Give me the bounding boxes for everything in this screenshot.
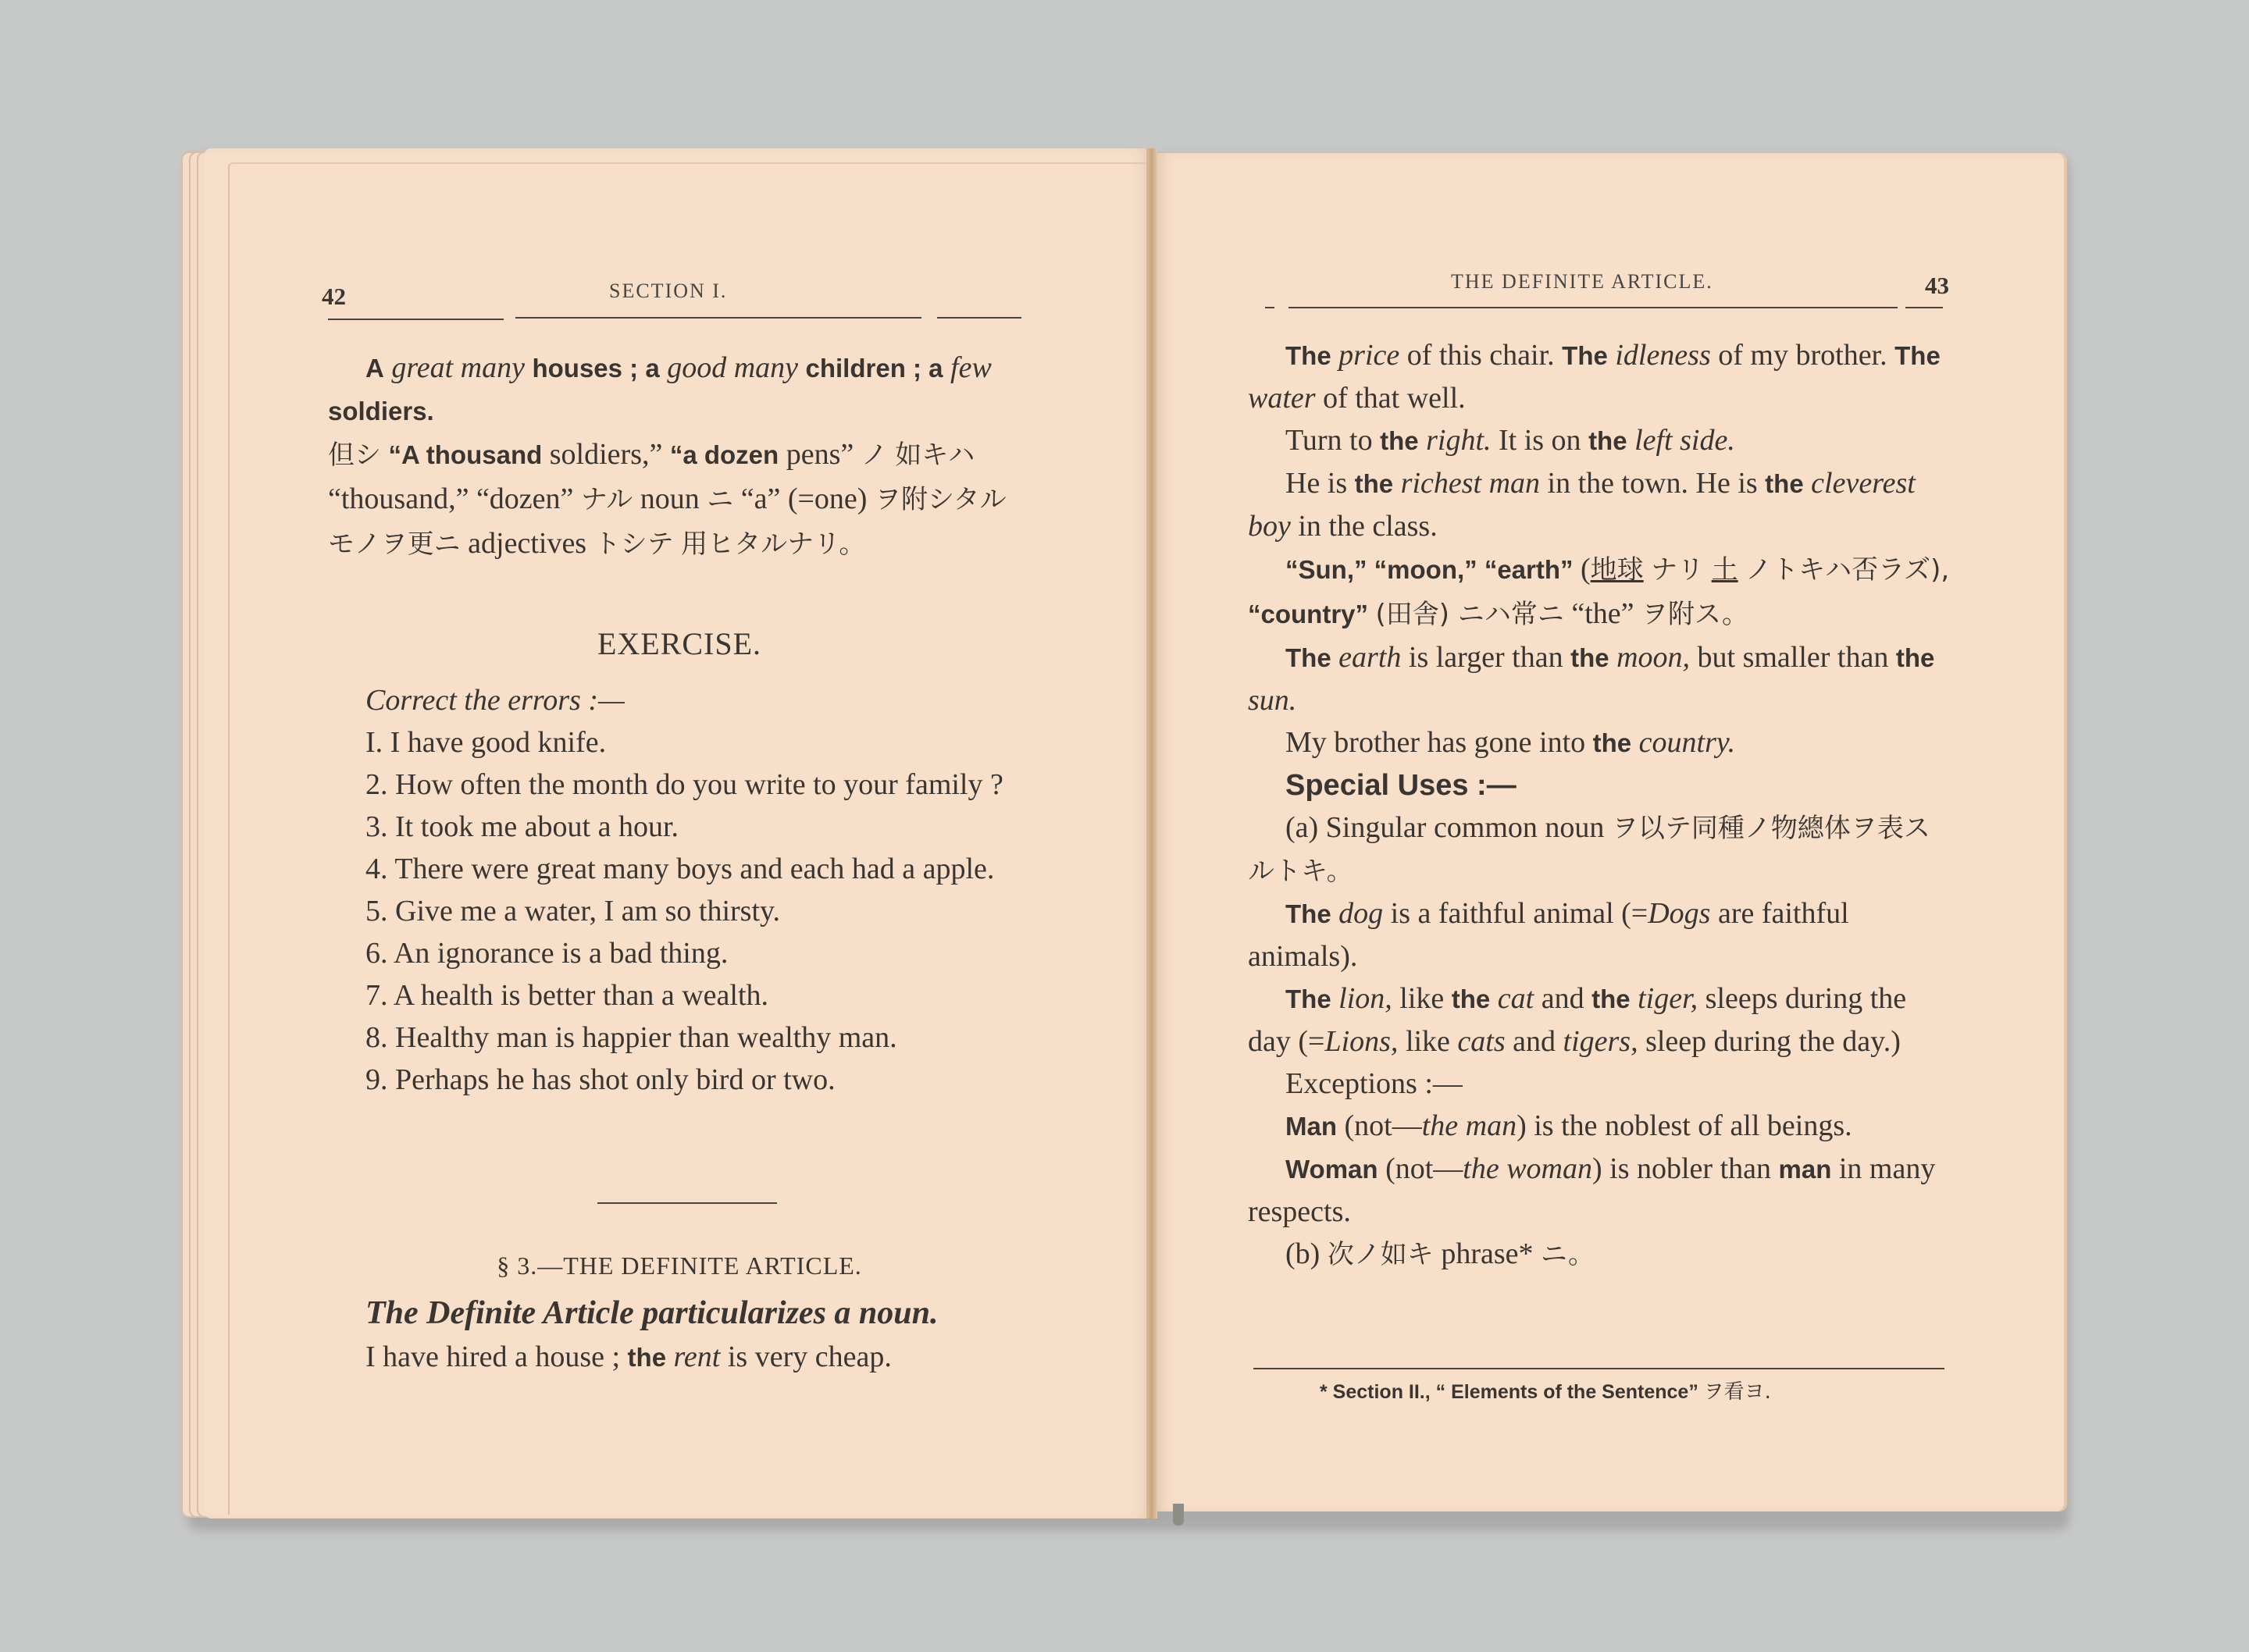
text-span: rent — [673, 1340, 721, 1373]
paragraph — [1248, 462, 1951, 547]
paragraph — [1248, 1233, 1951, 1276]
text-span: 但シ — [328, 440, 381, 471]
text-span: ヲ附シタルモノヲ更ニ — [328, 484, 1007, 560]
text-span: The — [1285, 643, 1331, 672]
header-rule — [937, 317, 1021, 319]
paragraph — [1248, 547, 1951, 636]
book-gutter — [1146, 148, 1157, 1518]
text-span: country. — [1638, 726, 1736, 759]
exercise-item: 9. Perhaps he has shot only bird or two. — [365, 1063, 836, 1096]
text-span: ) is the noblest of all beings. — [1517, 1109, 1852, 1142]
text-span: man — [1778, 1155, 1832, 1184]
text-span: idleness — [1615, 339, 1711, 372]
text-span: ノトキハ否ラズ), — [1745, 554, 1950, 586]
text-span: “a dozen — [669, 440, 779, 469]
text-span: the — [1570, 643, 1609, 672]
text-span: in many respects. — [1248, 1152, 1936, 1228]
text-span: of that well. — [1323, 382, 1466, 415]
exercise-heading: EXERCISE. — [597, 626, 762, 661]
paragraph — [328, 433, 1031, 566]
text-span: great many — [391, 351, 525, 384]
text-span: the — [627, 1343, 667, 1372]
text-span: the woman — [1463, 1152, 1592, 1185]
text-span: ) is nobler than — [1592, 1152, 1772, 1185]
text-span: 地球 — [1590, 554, 1644, 586]
page-number-left: 42 — [322, 283, 346, 310]
text-span: ( — [1581, 553, 1591, 586]
text-span: the — [1591, 984, 1631, 1013]
text-span: (not— — [1385, 1152, 1463, 1185]
text-span: ノ — [861, 440, 888, 471]
paragraph — [1248, 977, 1951, 1063]
exceptions-heading: Exceptions :— — [1285, 1067, 1463, 1100]
section-divider — [597, 1202, 777, 1204]
exercise-item: 7. A health is better than a wealth. — [365, 979, 769, 1012]
text-span: sleeps during the day (= — [1248, 982, 1907, 1058]
text-span: good many — [667, 351, 798, 384]
text-span: Man — [1285, 1112, 1337, 1141]
text-span: the — [1354, 469, 1394, 498]
exercise-item: 4. There were great many boys and each had a apple. — [365, 853, 995, 885]
text-span: of this chair. — [1406, 339, 1555, 372]
paragraph — [1248, 636, 1951, 721]
text-span: richest man — [1400, 467, 1541, 500]
text-span: lion, — [1338, 982, 1392, 1015]
text-span: トシテ — [593, 529, 674, 560]
text-span: I have hired a house ; — [365, 1340, 621, 1373]
text-span: is a faithful animal (= — [1390, 897, 1648, 930]
text-span: The — [1285, 984, 1331, 1013]
text-span: children ; a — [805, 354, 943, 383]
paragraph — [1248, 1148, 1951, 1233]
exercise-list — [328, 679, 1031, 1101]
header-rule — [1288, 307, 1898, 308]
text-span: sleep during the day.) — [1645, 1025, 1901, 1058]
header-rule — [1905, 307, 1943, 308]
text-span: Dogs — [1648, 897, 1711, 930]
text-span: are faithful animals). — [1248, 897, 1849, 973]
text-span: and — [1541, 982, 1584, 1015]
text-span: “thousand,” “dozen” — [328, 482, 574, 515]
text-span: ヲ看ヨ. — [1703, 1380, 1771, 1404]
text-span: the — [1451, 984, 1491, 1013]
exercise-instruction: Correct the errors :— — [365, 684, 625, 717]
text-span: is larger than — [1408, 641, 1563, 674]
text-span: like — [1405, 1025, 1450, 1058]
text-span: houses ; a — [532, 354, 660, 383]
text-span: 次ノ如キ — [1327, 1239, 1434, 1270]
text-span: “a” — [740, 482, 781, 515]
footnote — [1320, 1376, 1960, 1408]
text-span: right. — [1426, 424, 1492, 457]
header-rule — [328, 319, 504, 320]
text-span: Woman — [1285, 1155, 1378, 1184]
text-span: adjectives — [468, 527, 587, 560]
text-span: is very cheap. — [727, 1340, 892, 1373]
exercise-item: 5. Give me a water, I am so thirsty. — [365, 895, 781, 927]
exercise-item: 2. How often the month do you write to your family ? — [365, 768, 1003, 801]
rule-statement: The Definite Article particularizes a noun. — [365, 1295, 939, 1331]
paragraph — [1248, 1105, 1951, 1148]
text-span: noun — [640, 482, 700, 515]
text-span: the man — [1421, 1109, 1517, 1142]
text-span: It is on — [1499, 424, 1581, 457]
exercise-item: 3. It took me about a hour. — [365, 810, 679, 843]
text-span: (=one) — [787, 482, 868, 515]
running-head-right: THE DEFINITE ARTICLE. — [1451, 270, 1713, 293]
text-span: A — [365, 354, 384, 383]
footnote-rule — [1253, 1368, 1944, 1369]
text-span: ニ。 — [1541, 1239, 1595, 1270]
text-span: He is — [1695, 467, 1758, 500]
paragraph — [1248, 806, 1951, 892]
text-span: 如キハ — [895, 440, 975, 471]
text-span: The — [1894, 341, 1941, 370]
text-span: “country” — [1248, 600, 1369, 628]
text-span: soldiers. — [328, 397, 434, 425]
header-rule — [1265, 307, 1274, 308]
text-span: water — [1248, 382, 1316, 415]
text-span: the — [1380, 426, 1419, 455]
text-span: Turn to — [1285, 424, 1373, 457]
text-span: the — [1592, 728, 1632, 757]
text-span: cats — [1457, 1025, 1506, 1058]
text-span: “the” — [1571, 597, 1634, 630]
text-span: The — [1285, 899, 1331, 928]
text-span: * Section II., “ Elements of the Sentence” — [1320, 1381, 1698, 1403]
paragraph — [328, 347, 1031, 433]
text-span: “A thousand — [388, 440, 543, 469]
example-sentence — [328, 1335, 1031, 1380]
exercise-item: I. I have good knife. — [365, 726, 607, 759]
text-span: 土 — [1711, 554, 1738, 586]
text-span: ナル — [580, 484, 633, 515]
text-span: (田舎) ニハ常ニ — [1375, 599, 1564, 630]
text-span: ヲ附ス。 — [1641, 599, 1749, 630]
header-rule — [515, 317, 921, 319]
text-span: like — [1399, 982, 1445, 1015]
text-span: cleverest boy — [1248, 467, 1916, 543]
text-span: My brother has gone into — [1285, 726, 1586, 759]
text-span: moon, — [1616, 641, 1691, 674]
text-span: “Sun,” “moon,” “earth” — [1285, 555, 1574, 584]
spine-tab — [1173, 1504, 1184, 1526]
text-span: ニ — [707, 484, 734, 515]
text-span: (a) Singular common noun — [1285, 811, 1605, 844]
paragraph — [1248, 892, 1951, 977]
exercise-item: 8. Healthy man is happier than wealthy man. — [365, 1021, 897, 1054]
text-span: the — [1588, 426, 1627, 455]
paragraph — [1248, 334, 1951, 419]
text-span: Lions, — [1324, 1025, 1399, 1058]
text-span: and — [1513, 1025, 1556, 1058]
text-span: in the town. — [1547, 467, 1689, 500]
paragraph — [1248, 419, 1951, 462]
text-span: the — [1895, 643, 1935, 672]
text-span: phrase* — [1441, 1237, 1534, 1270]
text-span: of my brother. — [1718, 339, 1887, 372]
text-span: (not— — [1344, 1109, 1422, 1142]
text-span: in the class. — [1298, 510, 1438, 543]
text-span: cat — [1497, 982, 1534, 1015]
right-body — [1248, 334, 1951, 1276]
text-span: The — [1285, 341, 1331, 370]
text-span: pens” — [786, 438, 854, 471]
text-span: price — [1338, 339, 1400, 372]
text-span: ヲ以テ同種ノ物總体ヲ表スルトキ。 — [1248, 813, 1930, 887]
exercise-item: 6. An ignorance is a bad thing. — [365, 937, 729, 970]
text-span: ナリ — [1651, 554, 1705, 586]
special-uses-heading: Special Uses :— — [1285, 769, 1517, 802]
section-heading: § 3.—THE DEFINITE ARTICLE. — [497, 1251, 862, 1280]
text-span: but smaller than — [1697, 641, 1889, 674]
text-span: left side. — [1634, 424, 1735, 457]
text-span: tiger, — [1638, 982, 1698, 1015]
text-span: soldiers,” — [549, 438, 663, 471]
left-body — [328, 347, 1031, 566]
text-span: (b) — [1285, 1237, 1321, 1270]
running-head-left: SECTION I. — [609, 279, 728, 302]
text-span: dog — [1338, 897, 1384, 930]
text-span: 用ヒタルナリ。 — [681, 529, 866, 560]
text-span: the — [1765, 469, 1804, 498]
text-span: sun. — [1248, 684, 1297, 717]
paragraph — [1248, 721, 1951, 764]
text-span: He is — [1285, 467, 1348, 500]
text-span: few — [950, 351, 992, 384]
page-number-right: 43 — [1925, 272, 1949, 299]
text-span: The — [1562, 341, 1608, 370]
text-span: tigers, — [1563, 1025, 1638, 1058]
rule-statement-block — [328, 1291, 1031, 1380]
text-span: earth — [1338, 641, 1402, 674]
